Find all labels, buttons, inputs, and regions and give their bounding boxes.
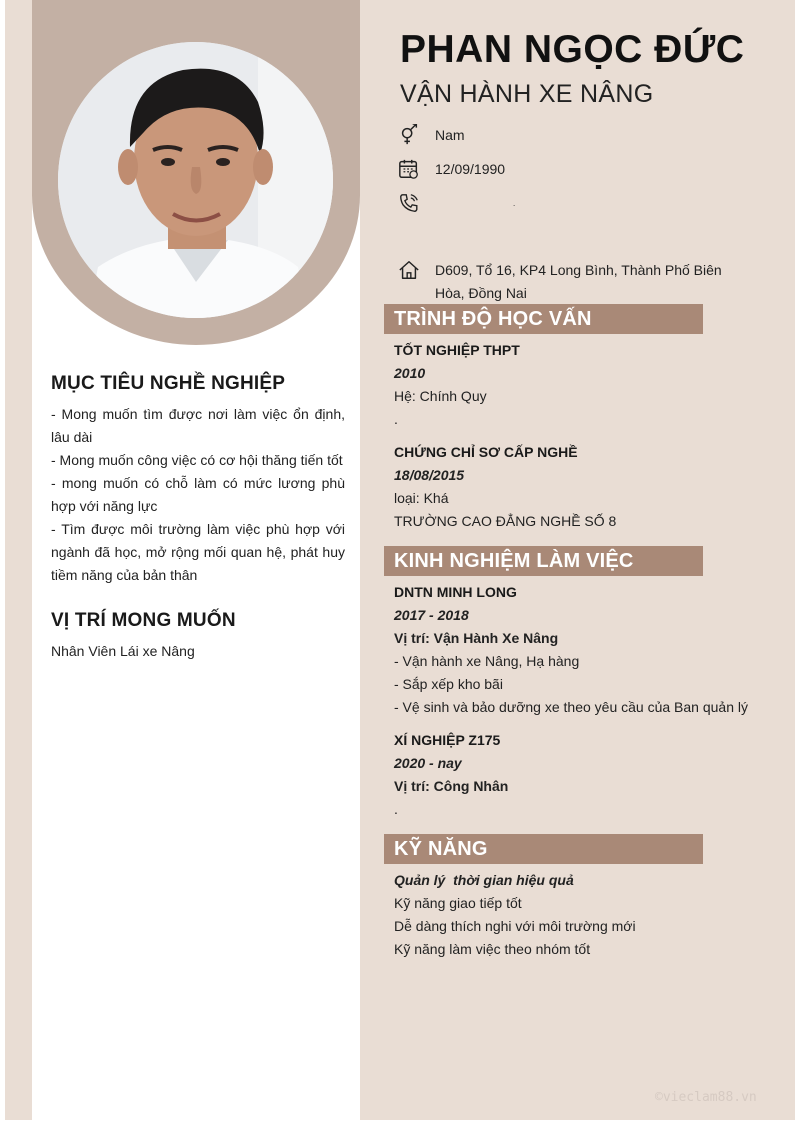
skill-item: Kỹ năng làm việc theo nhóm tốt <box>394 941 591 957</box>
experience-duty: . <box>394 801 398 817</box>
experience-item <box>394 581 774 719</box>
address-value: D609, Tổ 16, KP4 Long Bình, Thành Phố Biên Hòa, Đồng Nai <box>435 262 722 301</box>
education-item <box>394 339 774 431</box>
home-icon <box>398 259 420 281</box>
desired-position-value: Nhân Viên Lái xe Nâng <box>51 643 195 659</box>
profile-photo <box>58 42 333 318</box>
career-objective-section <box>51 373 345 587</box>
experience-position: Vị trí: Công Nhân <box>394 778 509 794</box>
education-title: TỐT NGHIỆP THPT <box>394 342 520 358</box>
education-date: 2010 <box>394 365 426 381</box>
gender-value: Nam <box>435 127 465 143</box>
phone-row <box>398 192 755 215</box>
education-detail: Hệ: Chính Quy <box>394 388 487 404</box>
objective-line: - Mong muốn công việc có cơ hội thăng tiến tốt <box>51 452 343 468</box>
birthday-row <box>398 158 755 181</box>
skill-item: Dễ dàng thích nghi với môi trường mới <box>394 918 636 934</box>
experience-duty: - Sắp xếp kho bãi <box>394 676 503 692</box>
education-title: CHỨNG CHỈ SƠ CẤP NGHỀ <box>394 444 578 460</box>
skill-item: Quản lý thời gian hiệu quả <box>394 872 574 888</box>
experience-period: 2017 - 2018 <box>394 607 469 623</box>
education-date: 18/08/2015 <box>394 467 465 483</box>
objective-line: - mong muốn có chỗ làm có mức lương phù hợp với năng lực <box>51 475 345 514</box>
desired-position-section <box>51 610 345 663</box>
experience-heading: KINH NGHIỆM LÀM VIỆC <box>384 546 703 576</box>
gender-row <box>398 124 755 147</box>
watermark: ©vieclam88.vn <box>655 1090 757 1105</box>
gender-icon <box>398 124 420 146</box>
education-detail: TRƯỜNG CAO ĐẲNG NGHỀ SỐ 8 <box>394 513 617 529</box>
objective-line: - Tìm được môi trường làm việc phù hợp với ngành đã học, mở rộng mối quan hệ, phát huy tiềm năng của bản thân <box>51 521 345 583</box>
address-row <box>398 259 755 305</box>
experience-company: XÍ NGHIỆP Z175 <box>394 732 501 748</box>
career-objective-heading: MỤC TIÊU NGHỀ NGHIỆP <box>51 373 286 394</box>
skill-item: Kỹ năng giao tiếp tốt <box>394 895 522 911</box>
experience-item <box>394 729 774 821</box>
phone-icon <box>398 192 420 214</box>
experience-duty: - Vệ sinh và bảo dưỡng xe theo yêu cầu của Ban quản lý <box>394 699 749 715</box>
objective-line: - Mong muốn tìm được nơi làm việc ổn định, lâu dài <box>51 406 345 445</box>
candidate-name: PHAN NGỌC ĐỨC <box>400 28 745 71</box>
skills-heading: KỸ NĂNG <box>384 834 703 864</box>
desired-position-heading: VỊ TRÍ MONG MUỐN <box>51 610 236 631</box>
person-photo-icon <box>58 42 333 318</box>
education-detail: loại: Khá <box>394 490 449 506</box>
education-item <box>394 441 774 533</box>
education-heading: TRÌNH ĐỘ HỌC VẤN <box>384 304 703 334</box>
experience-position: Vị trí: Vận Hành Xe Nâng <box>394 630 559 646</box>
experience-period: 2020 - nay <box>394 755 462 771</box>
education-detail: . <box>394 411 398 427</box>
experience-duty: - Vận hành xe Nâng, Hạ hàng <box>394 653 580 669</box>
phone-value: . <box>513 199 516 208</box>
skills-list <box>394 869 774 961</box>
birthday-value: 12/09/1990 <box>435 161 506 177</box>
career-objective-text <box>51 403 345 587</box>
candidate-job-title: VẬN HÀNH XE NÂNG <box>400 80 654 108</box>
experience-company: DNTN MINH LONG <box>394 584 517 600</box>
calendar-icon <box>398 158 420 180</box>
